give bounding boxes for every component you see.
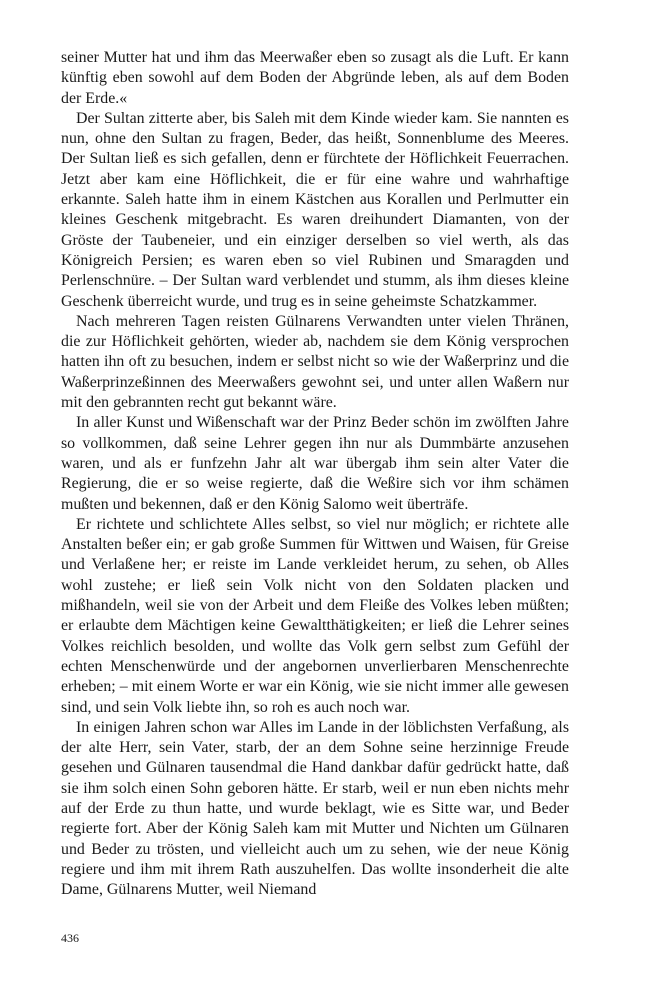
body-text — [61, 48, 569, 900]
book-page — [61, 48, 569, 900]
paragraph: Er richtete und schlichtete Alles selbst, so viel nur möglich; er richtete alle Anstalten beßer ein; er gab große Summen für Wittwen und Waisen, für Greise und Verlaßene her; er reiste im Lande verkleidet herum, zu sehen, ob Alles wohl zustehe; er ließ sein Volk nicht von den Soldaten placken und mißhandeln, weil sie von der Arbeit und dem Fleiße des Volkes leben müßten; er erlaubte dem Mächtigen keine Gewaltthätigkeiten; er ließ die Lehrer seines Volkes reichlich besolden, und wollte das Volk gern selbst zum Gefühl der echten Menschenwürde und der angebornen unverlierbaren Menschenrechte erheben; – mit einem Worte er war ein König, wie sie nicht immer alle gewesen sind, und sein Volk liebte ihn, so roh es auch noch war. — [61, 515, 569, 716]
paragraph: Der Sultan zitterte aber, bis Saleh mit dem Kinde wieder kam. Sie nannten es nun, ohne den Sultan zu fragen, Beder, das heißt, Sonnenblume des Meeres. Der Sultan ließ es sich gefallen, denn er fürchtete der Höflichkeit Feuerrachen. Jetzt aber kam eine Höflichkeit, die er für eine wahre und wahrhaftige erkannte. Saleh hatte ihm in einem Kästchen aus Korallen und Perlmutter ein kleines Geschenk mitgebracht. Es waren dreihundert Diamanten, von der Gröste der Taubeneier, und ein einziger derselben so viel werth, als das Königreich Persien; es waren eben so viel Rubinen und Smaragden und Perlenschnüre. – Der Sultan ward verblendet und stumm, als ihm dieses kleine Geschenk überreicht wurde, und trug es in seine geheimste Schatzkammer. — [61, 109, 569, 310]
page-number: 436 — [61, 931, 79, 945]
paragraph: In aller Kunst und Wißenschaft war der Prinz Beder schön im zwölften Jahre so vollkommen, daß seine Lehrer gegen ihn nur als Dummbärte anzusehen waren, und als er funfzehn Jahr alt war übergab ihm sein alter Vater die Regierung, die er so weise regierte, daß die Weßire sich vor ihm schämen mußten und bekennen, daß er den König Salomo weit überträfe. — [61, 414, 569, 513]
paragraph: Nach mehreren Tagen reisten Gülnarens Verwandten unter vielen Thränen, die zur Höflichkeit gehörten, wieder ab, nachdem sie dem König versprochen hatten ihn oft zu besuchen, indem er selbst nicht so wie der Waßerprinz und die Waßerprinzeßinnen des Meerwaßers gewohnt sei, und unter allen Waßern nur mit den gebrannten recht gut bekannt wäre. — [61, 312, 569, 412]
paragraph: In einigen Jahren schon war Alles im Lande in der löblichsten Verfaßung, als der alte Herr, sein Vater, starb, der an dem Sohne seine herzinnige Freude gesehen und Gülnaren tausendmal die Hand dankbar dafür gedrückt hatte, daß sie ihm solch einen Sohn geboren hätte. Er starb, weil er nun eben nichts mehr auf der Erde zu thun hatte, und wurde beklagt, wie es Sitte war, und Beder regierte fort. Aber der König Saleh kam mit Mutter und Nichten um Gülnaren und Beder zu trösten, und vielleicht auch um zu sehen, wie der neue König regiere und ihm mit ihrem Rath auszuhelfen. Das wollte insonderheit die alte Dame, Gülnarens Mutter, weil Niemand — [61, 718, 569, 899]
paragraph: seiner Mutter hat und ihm das Meerwaßer eben so zusagt als die Luft. Er kann künftig eben sowohl auf dem Boden der Abgründe leben, als auf dem Boden der Erde.« — [61, 49, 569, 107]
